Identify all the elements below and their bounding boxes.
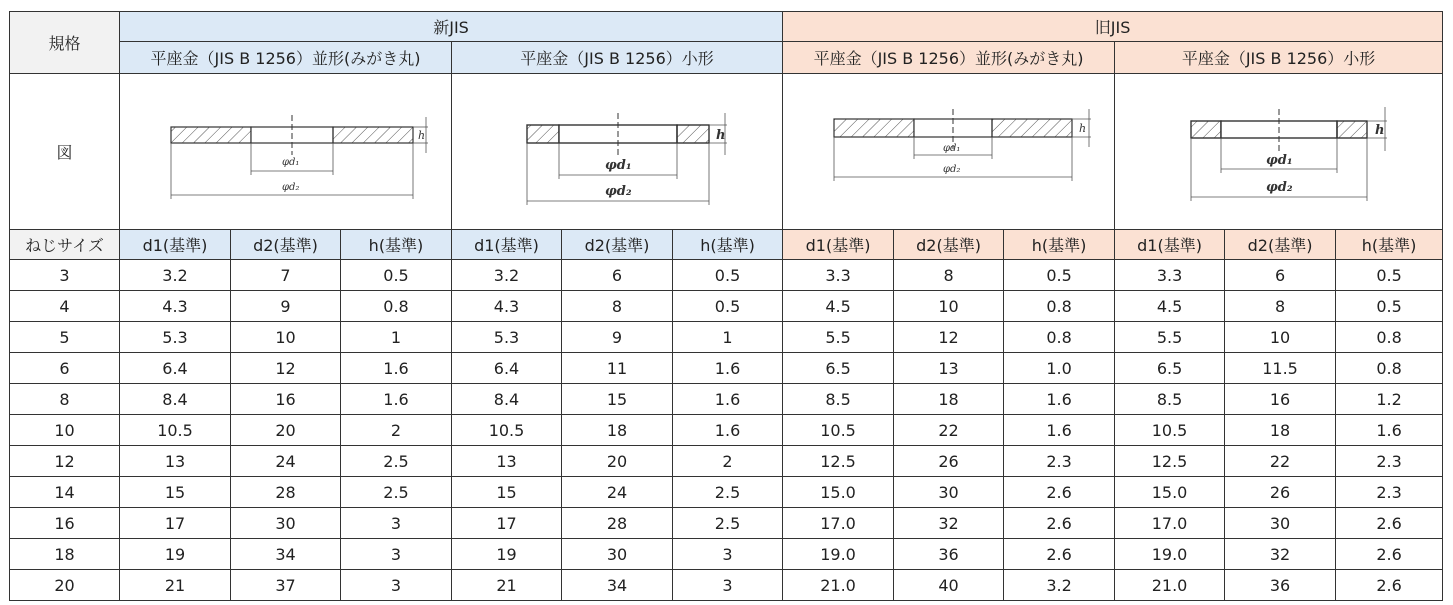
value-cell: 2.6: [1004, 539, 1115, 570]
value-cell: 1.6: [341, 353, 452, 384]
value-cell: 4.3: [120, 291, 231, 322]
figure-new-small: [452, 74, 783, 230]
value-cell: 9: [231, 291, 341, 322]
value-cell: 10.5: [1115, 415, 1225, 446]
value-cell: 6: [1225, 260, 1336, 291]
value-cell: 21: [452, 570, 562, 601]
value-cell: 15.0: [783, 477, 894, 508]
value-cell: 8.5: [1115, 384, 1225, 415]
value-cell: 3: [341, 570, 452, 601]
value-cell: 9: [562, 322, 673, 353]
figure-old-small: [1115, 74, 1443, 230]
label-d1: φd₁: [605, 157, 632, 173]
col-header-d2: d2(基準): [894, 230, 1004, 260]
value-cell: 1: [673, 322, 783, 353]
group-header-old-standard: 平座金（JIS B 1256）並形(みがき丸): [783, 42, 1115, 74]
new-jis-header: 新JIS: [120, 12, 783, 42]
value-cell: 16: [1225, 384, 1336, 415]
value-cell: 0.8: [1336, 322, 1443, 353]
value-cell: 24: [562, 477, 673, 508]
value-cell: 22: [1225, 446, 1336, 477]
value-cell: 3: [673, 539, 783, 570]
value-cell: 22: [894, 415, 1004, 446]
label-d2: φd₂: [281, 181, 299, 193]
value-cell: 17: [120, 508, 231, 539]
value-cell: 30: [231, 508, 341, 539]
value-cell: 1.2: [1336, 384, 1443, 415]
value-cell: 6.4: [452, 353, 562, 384]
old-jis-header: 旧JIS: [783, 12, 1443, 42]
value-cell: 28: [231, 477, 341, 508]
value-cell: 18: [894, 384, 1004, 415]
value-cell: 11: [562, 353, 673, 384]
thread-size-header: ねじサイズ: [10, 230, 120, 260]
value-cell: 2.5: [673, 477, 783, 508]
value-cell: 1.6: [1004, 384, 1115, 415]
col-header-h: h(基準): [673, 230, 783, 260]
figure-label-cell: 図: [10, 74, 120, 230]
value-cell: 12.5: [1115, 446, 1225, 477]
value-cell: 4.5: [783, 291, 894, 322]
value-cell: 18: [562, 415, 673, 446]
value-cell: 1.6: [673, 353, 783, 384]
value-cell: 15.0: [1115, 477, 1225, 508]
thread-size-cell: 16: [10, 508, 120, 539]
value-cell: 19.0: [1115, 539, 1225, 570]
value-cell: 5.5: [783, 322, 894, 353]
value-cell: 15: [562, 384, 673, 415]
value-cell: 36: [1225, 570, 1336, 601]
thread-size-cell: 4: [10, 291, 120, 322]
value-cell: 6.4: [120, 353, 231, 384]
washer-spec-table: [9, 11, 1443, 601]
value-cell: 6.5: [783, 353, 894, 384]
value-cell: 21.0: [783, 570, 894, 601]
value-cell: 34: [562, 570, 673, 601]
washer-diagram-new-small: [467, 87, 767, 217]
col-header-d1: d1(基準): [120, 230, 231, 260]
value-cell: 34: [231, 539, 341, 570]
value-cell: 2.5: [341, 446, 452, 477]
value-cell: 2.6: [1336, 508, 1443, 539]
label-h: h: [1374, 122, 1385, 138]
value-cell: 40: [894, 570, 1004, 601]
value-cell: 10: [1225, 322, 1336, 353]
value-cell: 13: [120, 446, 231, 477]
value-cell: 3.2: [452, 260, 562, 291]
label-d2: φd₂: [605, 183, 632, 199]
value-cell: 6: [562, 260, 673, 291]
col-header-d1: d1(基準): [783, 230, 894, 260]
value-cell: 3.2: [120, 260, 231, 291]
value-cell: 16: [231, 384, 341, 415]
thread-size-cell: 8: [10, 384, 120, 415]
value-cell: 1.0: [1004, 353, 1115, 384]
label-h: h: [716, 127, 726, 143]
value-cell: 11.5: [1225, 353, 1336, 384]
label-h: h: [1078, 121, 1086, 135]
table-row: [10, 353, 1443, 384]
thread-size-cell: 10: [10, 415, 120, 446]
value-cell: 3: [673, 570, 783, 601]
thread-size-cell: 12: [10, 446, 120, 477]
value-cell: 2.6: [1336, 539, 1443, 570]
label-h: h: [417, 128, 425, 142]
value-cell: 13: [894, 353, 1004, 384]
table-row: [10, 508, 1443, 539]
value-cell: 12.5: [783, 446, 894, 477]
group-header-new-small: 平座金（JIS B 1256）小形: [452, 42, 783, 74]
value-cell: 2.6: [1004, 508, 1115, 539]
value-cell: 12: [894, 322, 1004, 353]
value-cell: 0.8: [1336, 353, 1443, 384]
washer-diagram-old-standard: [799, 87, 1099, 217]
value-cell: 37: [231, 570, 341, 601]
data-rows: [10, 260, 1443, 601]
value-cell: 1: [341, 322, 452, 353]
value-cell: 10.5: [120, 415, 231, 446]
value-cell: 20: [562, 446, 673, 477]
thread-size-cell: 18: [10, 539, 120, 570]
value-cell: 0.5: [673, 291, 783, 322]
value-cell: 30: [1225, 508, 1336, 539]
value-cell: 36: [894, 539, 1004, 570]
value-cell: 10.5: [783, 415, 894, 446]
value-cell: 26: [894, 446, 1004, 477]
washer-diagram-old-small: [1129, 87, 1429, 217]
value-cell: 1.6: [1004, 415, 1115, 446]
value-cell: 2.3: [1336, 446, 1443, 477]
label-d1: φd₁: [942, 142, 960, 154]
table-row: [10, 539, 1443, 570]
value-cell: 1.6: [673, 384, 783, 415]
col-header-d2: d2(基準): [231, 230, 341, 260]
value-cell: 18: [1225, 415, 1336, 446]
value-cell: 2: [673, 446, 783, 477]
figure-old-standard: [783, 74, 1115, 230]
value-cell: 15: [120, 477, 231, 508]
value-cell: 0.8: [341, 291, 452, 322]
col-header-h: h(基準): [1336, 230, 1443, 260]
value-cell: 2: [341, 415, 452, 446]
value-cell: 5.3: [120, 322, 231, 353]
value-cell: 19: [120, 539, 231, 570]
value-cell: 8: [1225, 291, 1336, 322]
thread-size-cell: 14: [10, 477, 120, 508]
table-row: [10, 415, 1443, 446]
value-cell: 1.6: [341, 384, 452, 415]
value-cell: 2.6: [1336, 570, 1443, 601]
label-d1: φd₁: [1265, 152, 1293, 168]
col-header-d2: d2(基準): [562, 230, 673, 260]
value-cell: 2.3: [1336, 477, 1443, 508]
value-cell: 8.5: [783, 384, 894, 415]
value-cell: 32: [1225, 539, 1336, 570]
value-cell: 3.2: [1004, 570, 1115, 601]
col-header-d2: d2(基準): [1225, 230, 1336, 260]
col-header-d1: d1(基準): [1115, 230, 1225, 260]
washer-diagram-new-standard: [136, 87, 436, 217]
group-header-old-small: 平座金（JIS B 1256）小形: [1115, 42, 1443, 74]
value-cell: 30: [562, 539, 673, 570]
table-row: [10, 260, 1443, 291]
value-cell: 2.6: [1004, 477, 1115, 508]
value-cell: 2.3: [1004, 446, 1115, 477]
value-cell: 6.5: [1115, 353, 1225, 384]
value-cell: 8: [562, 291, 673, 322]
thread-size-cell: 6: [10, 353, 120, 384]
value-cell: 1.6: [673, 415, 783, 446]
label-d2: φd₂: [942, 163, 960, 175]
value-cell: 12: [231, 353, 341, 384]
value-cell: 17.0: [1115, 508, 1225, 539]
value-cell: 0.5: [1336, 260, 1443, 291]
value-cell: 30: [894, 477, 1004, 508]
table-row: [10, 446, 1443, 477]
value-cell: 26: [1225, 477, 1336, 508]
table-row: [10, 291, 1443, 322]
value-cell: 19: [452, 539, 562, 570]
value-cell: 13: [452, 446, 562, 477]
value-cell: 4.3: [452, 291, 562, 322]
table-row: [10, 384, 1443, 415]
table-row: [10, 570, 1443, 601]
value-cell: 10: [894, 291, 1004, 322]
label-d2: φd₂: [1265, 179, 1293, 195]
value-cell: 3: [341, 508, 452, 539]
value-cell: 4.5: [1115, 291, 1225, 322]
value-cell: 28: [562, 508, 673, 539]
value-cell: 0.8: [1004, 322, 1115, 353]
figure-new-standard: [120, 74, 452, 230]
value-cell: 32: [894, 508, 1004, 539]
value-cell: 24: [231, 446, 341, 477]
table-row: [10, 322, 1443, 353]
value-cell: 2.5: [673, 508, 783, 539]
value-cell: 8.4: [120, 384, 231, 415]
value-cell: 5.5: [1115, 322, 1225, 353]
value-cell: 3.3: [1115, 260, 1225, 291]
value-cell: 10: [231, 322, 341, 353]
value-cell: 3.3: [783, 260, 894, 291]
value-cell: 15: [452, 477, 562, 508]
thread-size-cell: 20: [10, 570, 120, 601]
thread-size-cell: 3: [10, 260, 120, 291]
value-cell: 5.3: [452, 322, 562, 353]
value-cell: 0.8: [1004, 291, 1115, 322]
value-cell: 0.5: [1004, 260, 1115, 291]
col-header-d1: d1(基準): [452, 230, 562, 260]
value-cell: 10.5: [452, 415, 562, 446]
value-cell: 0.5: [1336, 291, 1443, 322]
value-cell: 21.0: [1115, 570, 1225, 601]
col-header-h: h(基準): [341, 230, 452, 260]
thread-size-cell: 5: [10, 322, 120, 353]
col-header-h: h(基準): [1004, 230, 1115, 260]
group-header-new-standard: 平座金（JIS B 1256）並形(みがき丸): [120, 42, 452, 74]
value-cell: 19.0: [783, 539, 894, 570]
value-cell: 21: [120, 570, 231, 601]
value-cell: 7: [231, 260, 341, 291]
value-cell: 17.0: [783, 508, 894, 539]
value-cell: 2.5: [341, 477, 452, 508]
value-cell: 8: [894, 260, 1004, 291]
value-cell: 20: [231, 415, 341, 446]
value-cell: 3: [341, 539, 452, 570]
spec-header-cell: 規格: [10, 12, 120, 74]
value-cell: 0.5: [341, 260, 452, 291]
value-cell: 17: [452, 508, 562, 539]
value-cell: 8.4: [452, 384, 562, 415]
table-row: [10, 477, 1443, 508]
value-cell: 0.5: [673, 260, 783, 291]
value-cell: 1.6: [1336, 415, 1443, 446]
label-d1: φd₁: [281, 156, 299, 168]
